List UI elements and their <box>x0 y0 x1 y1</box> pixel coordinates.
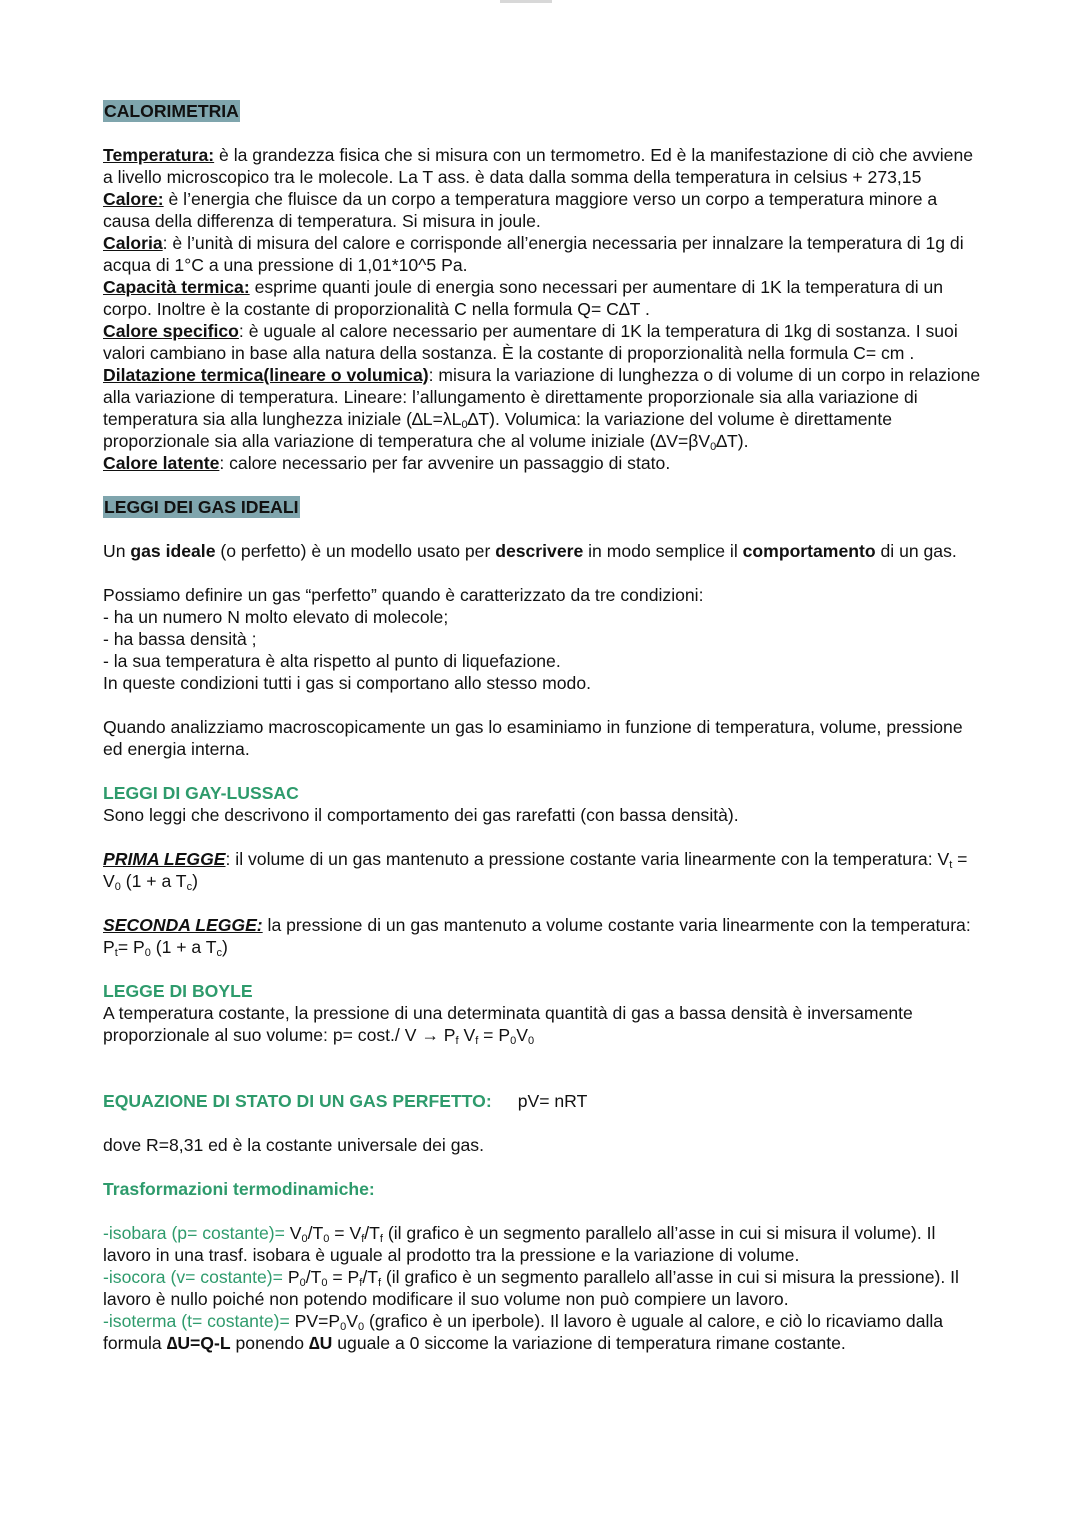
definition-capacita-termica: Capacità termica: esprime quanti joule di energia sono necessari per aumentare di 1K la temperatura di un corpo. Inoltre è la costante di proporzionalità C nella formula Q= C∆T . <box>103 277 944 319</box>
term-temperatura: Temperatura: <box>103 145 215 165</box>
gas-macro-paragraph: Quando analizziamo macroscopicamente un gas lo esaminiamo in funzione di temperatura, volume, pressione ed energia interna. <box>103 717 963 759</box>
term-capacita-termica: Capacità termica: <box>103 277 250 297</box>
document-page <box>103 100 983 1354</box>
gas-conditions-intro: Possiamo definire un gas “perfetto” quando è caratterizzato da tre condizioni: <box>103 585 704 605</box>
term-calore-specifico: Calore specifico <box>103 321 239 341</box>
calorimetria-heading-line <box>103 100 983 122</box>
term-caloria: Caloria <box>103 233 163 253</box>
gas-heading-line <box>103 496 983 518</box>
definition-calore-latente: Calore latente: calore necessario per far avvenire un passaggio di stato. <box>103 453 671 473</box>
gas-condition-item: - ha bassa densità ; <box>103 629 257 649</box>
gas-condition-item: - la sua temperatura è alta rispetto al punto di liquefazione. <box>103 651 561 671</box>
definition-temperatura: Temperatura: è la grandezza fisica che si misura con un termometro. Ed è la manifestazione di ciò che avviene a livello microscopico tra le molecole. La T ass. è data dalla somma della temperatura in celsius + 273,15 <box>103 145 974 187</box>
gas-condition-item: - ha un numero N molto elevato di molecole; <box>103 607 449 627</box>
term-prima-legge: PRIMA LEGGE <box>103 849 226 869</box>
prima-legge-paragraph: PRIMA LEGGE: il volume di un gas mantenuto a pressione costante varia linearmente con la temperatura: $V_t = V_0$ (1 + a $T_c$) <box>103 849 968 893</box>
definition-dilatazione-termica: Dilatazione termica(lineare o volumica): misura la variazione di lunghezza o di volume di un corpo in relazione alla variazione di temperatura. Lineare: l’allungamento è direttamente proporzionale sia alla variazione di temperatura sia alla lunghezza iniziale $(\Delta L=\lambda L_0\Delta T)$. Volumica: la variazione del volume è direttamente proporzionale sia alla variazione di temperatura che al volume iniziale $(\Delta V=\beta V_0\Delta T)$. <box>103 365 981 453</box>
isoterma-label: -isoterma (t= costante)= <box>103 1311 290 1331</box>
term-seconda-legge: SECONDA LEGGE: <box>103 915 263 935</box>
definition-calore-specifico: Calore specifico: è uguale al calore necessario per aumentare di 1K la temperatura di 1kg di sostanza. I suoi valori cambiano in base alla natura della sostanza. È la costante di proporzionalità nella formula C= cm . <box>103 321 958 363</box>
gay-lussac-description: Sono leggi che descrivono il comportamento dei gas rarefatti (con bassa densità). <box>103 805 739 825</box>
gas-intro-paragraph: Un gas ideale (o perfetto) è un modello usato per descrivere in modo semplice il comportamento di un gas. <box>103 541 957 561</box>
equazione-formula: pV= nRT <box>517 1091 588 1111</box>
isobara-paragraph: -isobara (p= costante)= $V_0/T_0 = V_f/T_f$ (il grafico è un segmento parallelo all’asse in cui si misura il volume). Il lavoro in una trasf. isobara è uguale al prodotto tra la pressione e la variazione di volume. <box>103 1223 936 1265</box>
boyle-paragraph: A temperatura costante, la pressione di una determinata quantità di gas a bassa densità è inversamente proporzionale al suo volume: p= cost./ $V \to P_f$ $V_f = P_0V_0$ <box>103 1003 913 1047</box>
seconda-legge-paragraph: SECONDA LEGGE: la pressione di un gas mantenuto a volume costante varia linearmente con la temperatura: $P_t= P_0$ (1 + a $T_c$) <box>103 915 971 959</box>
gas-ideali-heading: LEGGI DEI GAS IDEALI <box>104 497 299 517</box>
definition-caloria: Caloria: è l’unità di misura del calore e corrisponde all’energia necessaria per innalzare la temperatura di 1g di acqua di 1°C a una pressione di 1,01*10^5 Pa. <box>103 233 964 275</box>
term-calore: Calore: <box>103 189 164 209</box>
boyle-heading: LEGGE DI BOYLE <box>103 981 253 1001</box>
isocora-paragraph: -isocora (v= costante)= $P_0/T_0 = P_f/T_f$ (il grafico è un segmento parallelo all’asse in cui si misura la pressione). Il lavoro è nullo poiché non potendo modificare il suo volume non può compiere un lavoro. <box>103 1267 959 1309</box>
definition-calore: Calore: è l’energia che fluisce da un corpo a temperatura maggiore verso un corpo a temperatura minore a causa della differenza di temperatura. Si misura in joule. <box>103 189 938 231</box>
equazione-note: dove R=8,31 ed è la costante universale dei gas. <box>103 1135 484 1155</box>
term-calore-latente: Calore latente <box>103 453 220 473</box>
gas-conditions-outro: In queste condizioni tutti i gas si comportano allo stesso modo. <box>103 673 592 693</box>
isoterma-paragraph: -isoterma (t= costante)= $PV=P_0V_0$ (grafico è un iperbole). Il lavoro è uguale al calore, e ciò lo ricaviamo dalla formula ∆U=Q-L ponendo ∆U uguale a 0 siccome la variazione di temperatura rimane costante. <box>103 1311 944 1353</box>
isobara-label: -isobara (p= costante)= <box>103 1223 285 1243</box>
calorimetria-heading: CALORIMETRIA <box>104 101 239 121</box>
isocora-label: -isocora (v= costante)= <box>103 1267 283 1287</box>
gay-lussac-heading: LEGGI DI GAY-LUSSAC <box>103 783 299 803</box>
equazione-line <box>103 1090 983 1112</box>
term-dilatazione-termica: Dilatazione termica(lineare o volumica) <box>103 365 429 385</box>
page-top-mark <box>500 0 552 3</box>
equazione-heading: EQUAZIONE DI STATO DI UN GAS PERFETTO: <box>103 1091 492 1111</box>
trasformazioni-heading: Trasformazioni termodinamiche: <box>103 1179 375 1199</box>
